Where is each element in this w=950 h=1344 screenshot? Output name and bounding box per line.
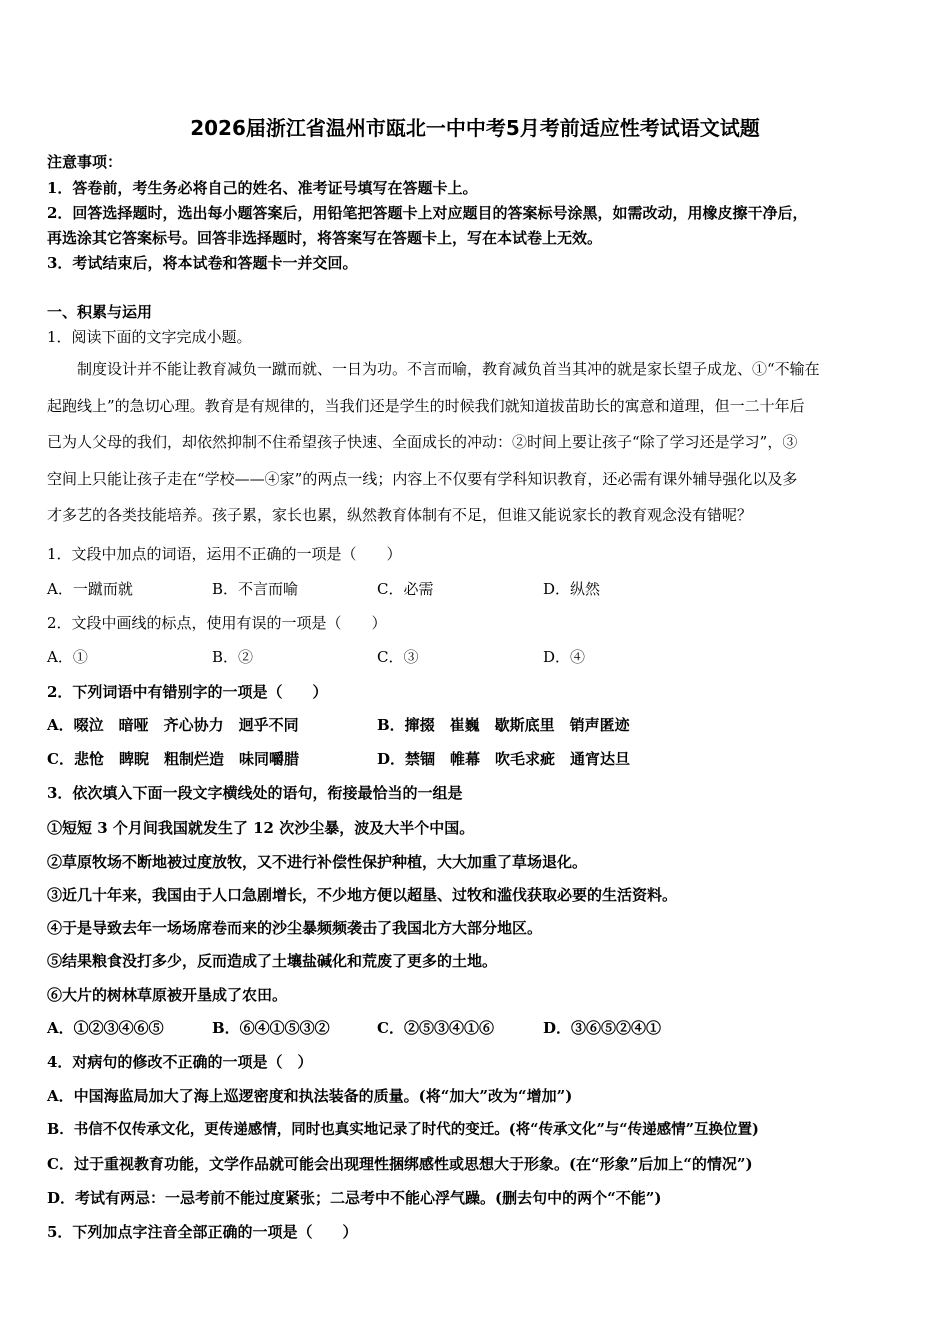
reading-passage (47, 351, 905, 534)
notice-item: 2．回答选择题时，选出每小题答案后，用铅笔把答题卡上对应题目的答案标号涂黑，如需改动，用橡皮擦干净后， (47, 204, 808, 222)
sub-question-2-stem: 2．文段中画线的标点，使用有误的一项是（ ） (47, 614, 387, 632)
sentence-item: ⑥大片的树林草原被开垦成了农田。 (47, 986, 288, 1004)
option-b: B．撺掇 崔巍 歇斯底里 销声匿迹 (377, 716, 630, 734)
option-b: B．② (212, 648, 254, 666)
option-d: D．④ (543, 648, 586, 666)
option-d: D．③⑥⑤②④① (543, 1019, 662, 1037)
option-a: A．中国海监局加大了海上巡逻密度和执法装备的质量。(将“加大”改为“增加”) (47, 1087, 573, 1105)
option-a: A．①②③④⑥⑤ (47, 1019, 164, 1037)
passage-line: 才多艺的各类技能培养。孩子累，家长也累，纵然教育体制有不足，但谁又能说家长的教育观念没有错呢？ (47, 506, 753, 524)
option-b: B．⑥④①⑤③② (212, 1019, 330, 1037)
page-title: 2026届浙江省温州市瓯北一中中考5月考前适应性考试语文试题 (190, 116, 760, 140)
passage-line: 制度设计并不能让教育减负一蹴而就、一日为功。不言而喻，教育减负首当其冲的就是家长望子成龙、①“不输在 (77, 360, 820, 378)
option-c: C．②⑤③④①⑥ (377, 1019, 494, 1037)
option-c: C．必需 (377, 580, 434, 598)
passage-line: 已为人父母的我们，却依然抑制不住希望孩子快速、全面成长的冲动：②时间上要让孩子“除了学习还是学习”，③ (47, 433, 798, 451)
question-4-stem: 4．对病句的修改不正确的一项是（ ） (47, 1053, 313, 1071)
option-b: B．书信不仅传承文化，更传递感情，同时也真实地记录了时代的变迁。(将“传承文化”与“传递感情”互换位置) (47, 1121, 759, 1138)
sub-question-1-stem: 1．文段中加点的词语，运用不正确的一项是（ ） (47, 545, 402, 563)
notice-item: 1．答卷前，考生务必将自己的姓名、准考证号填写在答题卡上。 (47, 179, 478, 197)
sentence-item: ②草原牧场不断地被过度放牧，又不进行补偿性保护种植，大大加重了草场退化。 (47, 853, 588, 871)
section-heading: 一、积累与运用 (47, 303, 153, 321)
notice-heading: 注意事项： (47, 153, 123, 171)
question-5-stem: 5．下列加点字注音全部正确的一项是（ ） (47, 1223, 358, 1241)
option-c: C．悲怆 睥睨 粗制烂造 味同嚼腊 (47, 750, 299, 768)
option-d: D．禁锢 帷幕 吹毛求疵 通宵达旦 (377, 750, 631, 768)
option-a: A．一蹴而就 (47, 580, 133, 598)
passage-line: 起跑线上”的急切心理。教育是有规律的，当我们还是学生的时候我们就知道拔苗助长的寓意和道理，但一二十年后 (47, 396, 805, 415)
option-c: C．③ (377, 648, 419, 666)
option-d: D．考试有两忌：一忌考前不能过度紧张；二忌考中不能心浮气躁。(删去句中的两个“不能”) (47, 1189, 662, 1207)
option-a: A．啜泣 暗哑 齐心协力 迥乎不同 (47, 716, 299, 734)
option-d: D．纵然 (543, 580, 601, 598)
notice-item: 再选涂其它答案标号。回答非选择题时，将答案写在答题卡上，写在本试卷上无效。 (47, 229, 603, 247)
option-a: A．① (47, 648, 88, 666)
option-c: C．过于重视教育功能，文学作品就可能会出现理性捆绑感性或思想大于形象。(在“形象”后加上“的情况”) (47, 1155, 753, 1173)
sentence-item: ④于是导致去年一场场席卷而来的沙尘暴频频袭击了我国北方大部分地区。 (47, 919, 543, 937)
question-3-stem: 3．依次填入下面一段文字横线处的语句，衔接最恰当的一组是 (47, 784, 463, 802)
option-b: B．不言而喻 (212, 580, 299, 598)
sentence-item: ①短短 3 个月间我国就发生了 12 次沙尘暴，波及大半个中国。 (47, 819, 475, 837)
question-2-stem: 2．下列词语中有错别字的一项是（ ） (47, 683, 328, 701)
question-1-stem: 1．阅读下面的文字完成小题。 (47, 328, 252, 346)
sentence-item: ⑤结果粮食没打多少，反而造成了土壤盐碱化和荒废了更多的土地。 (47, 952, 498, 970)
notice-item: 3．考试结束后，将本试卷和答题卡一并交回。 (47, 254, 358, 272)
sentence-item: ③近几十年来，我国由于人口急剧增长，不少地方便以超垦、过牧和滥伐获取必要的生活资料。 (47, 886, 678, 904)
passage-line: 空间上只能让孩子走在“学校——④家”的两点一线；内容上不仅要有学科知识教育，还必需有课外辅导强化以及多 (47, 469, 798, 488)
